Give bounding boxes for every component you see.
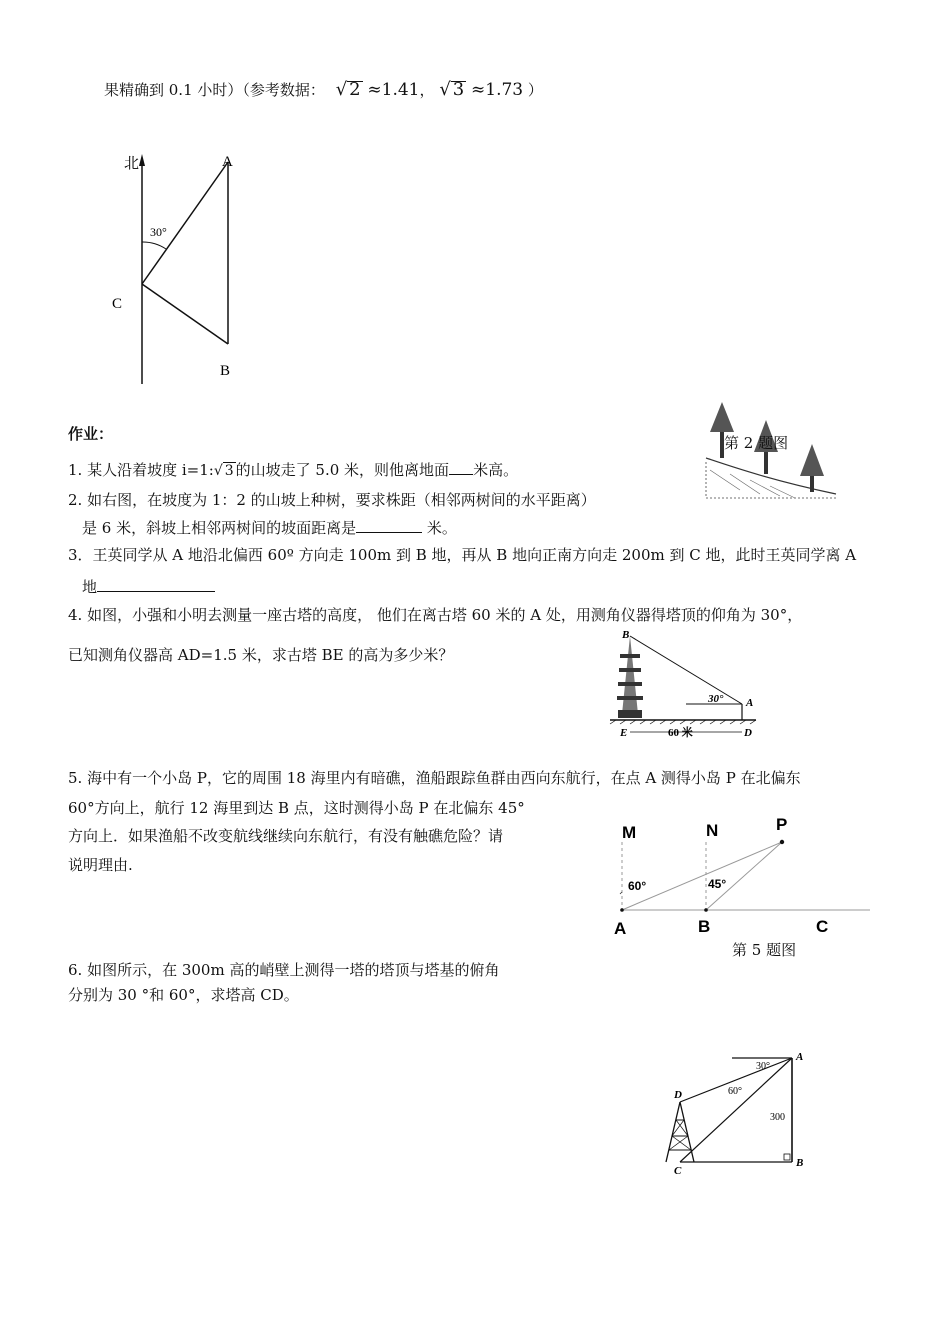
q2-answer-blank[interactable] bbox=[356, 516, 422, 533]
figure-5-caption: 第 5 题图 bbox=[732, 941, 797, 959]
line-of-sight bbox=[630, 636, 742, 704]
tree-icon bbox=[800, 444, 824, 492]
angle-30-label: 30° bbox=[708, 693, 724, 705]
angle-60-label: 60° bbox=[628, 879, 647, 893]
label-B: B bbox=[796, 1157, 804, 1169]
sqrt3-value: 3 bbox=[452, 79, 465, 100]
homework-heading: 作业： bbox=[68, 425, 114, 443]
line-AP bbox=[622, 842, 782, 910]
question-4-line-2: 已知测角仪器高 AD=1.5 米，求古塔 BE 的高为多少米？ bbox=[68, 646, 454, 664]
q1-radicand: 3 bbox=[224, 463, 234, 479]
label-A: A bbox=[796, 1051, 804, 1063]
approx-173: ≈1.73 bbox=[471, 80, 524, 100]
label-C: C bbox=[816, 917, 829, 936]
segment-CA bbox=[142, 162, 228, 284]
line-BP bbox=[706, 842, 782, 910]
q3-text: 地 bbox=[82, 578, 98, 596]
question-5-line-3: 方向上．如果渔船不改变航线继续向东航行，有没有触礁危险？请 bbox=[68, 827, 504, 845]
question-5-line-4: 说明理由. bbox=[68, 856, 133, 874]
figure-2-caption: 第 2 题图 bbox=[724, 434, 789, 452]
question-6-line-2: 分别为 30 °和 60°，求塔高 CD。 bbox=[68, 986, 299, 1004]
height-300-label: 300 bbox=[770, 1112, 785, 1123]
sqrt2-value: 2 bbox=[349, 79, 361, 100]
figure-6 bbox=[652, 1048, 822, 1178]
question-4-line-1: 4. 如图，小强和小明去测量一座古塔的高度， 他们在离古塔 60 米的 A 处，用测角仪器得塔顶的仰角为 30°， bbox=[68, 606, 803, 624]
pagoda-icon bbox=[617, 636, 643, 718]
question-1: 1. 某人沿着坡度 i=1:√ 3 的山坡走了 5.0 米，则他离地面 米高。 bbox=[68, 458, 518, 481]
q1-answer-blank[interactable] bbox=[449, 458, 473, 475]
intro-sep: ， bbox=[419, 81, 435, 99]
sight-to-C bbox=[680, 1058, 792, 1162]
angle-arc bbox=[142, 242, 166, 249]
q1-text-post: 的山坡走了 5.0 米，则他离地面 bbox=[235, 461, 450, 479]
label-A: A bbox=[746, 697, 754, 709]
intro-line: 果精确到 0.1 小时）（参考数据： √ 2 ≈1.41， √ 3 ≈1.73 ） bbox=[104, 79, 543, 100]
angle-45-label: 45° bbox=[708, 877, 727, 891]
intro-close: ） bbox=[527, 81, 543, 99]
north-arrow-icon bbox=[139, 154, 145, 166]
question-3-line-2 bbox=[82, 575, 215, 597]
label-M: M bbox=[622, 823, 637, 842]
question-2-line-2 bbox=[82, 516, 457, 538]
approx-141: ≈1.41 bbox=[367, 80, 420, 100]
right-angle-mark bbox=[784, 1154, 790, 1160]
q1-text-pre: 1. 某人沿着坡度 i=1: bbox=[68, 461, 214, 479]
label-B: B bbox=[698, 917, 711, 936]
q2-text-pre: 是 6 米，斜坡上相邻两树间的坡面距离是 bbox=[82, 519, 357, 537]
hatch-marks bbox=[710, 470, 795, 498]
question-5-line-2: 60°方向上，航行 12 海里到达 B 点，这时测得小岛 P 在北偏东 45° bbox=[68, 799, 525, 817]
label-N: N bbox=[706, 821, 719, 840]
figure-4 bbox=[606, 626, 766, 740]
north-label: 北 bbox=[124, 156, 140, 172]
q2-text-post: 米。 bbox=[422, 519, 457, 537]
question-6-line-1: 6. 如图所示，在 300m 高的峭壁上测得一塔的塔顶与塔基的俯角 bbox=[68, 961, 500, 979]
q1-text-end: 米高。 bbox=[473, 461, 519, 479]
label-B: B bbox=[220, 363, 231, 379]
point-P bbox=[780, 840, 784, 844]
label-D: D bbox=[674, 1089, 682, 1101]
point-A bbox=[620, 908, 624, 912]
figure-5 bbox=[608, 812, 878, 942]
label-D: D bbox=[744, 727, 752, 739]
label-P: P bbox=[776, 815, 788, 834]
label-C: C bbox=[112, 296, 123, 312]
q3-answer-blank[interactable] bbox=[97, 575, 215, 592]
angle-30-label: 30° bbox=[150, 225, 167, 239]
label-B: B bbox=[622, 629, 630, 641]
label-A: A bbox=[222, 154, 233, 170]
segment-CB bbox=[142, 284, 228, 344]
label-C: C bbox=[674, 1165, 682, 1177]
angle-60-label: 60° bbox=[728, 1086, 742, 1097]
label-E: E bbox=[620, 727, 628, 739]
angle-30-label: 30° bbox=[756, 1061, 770, 1072]
question-2-line-1: 2. 如右图，在坡度为 1：2 的山坡上种树，要求株距（相邻两树间的水平距离） bbox=[68, 491, 596, 509]
question-5-line-1: 5. 海中有一个小岛 P，它的周围 18 海里内有暗礁，渔船跟踪鱼群由西向东航行，在点 A 测得小岛 P 在北偏东 bbox=[68, 769, 801, 787]
label-A: A bbox=[614, 919, 627, 938]
question-3-line-1: 3．王英同学从 A 地沿北偏西 60º 方向走 100m 到 B 地，再从 B 地向正南方向走 200m 到 C 地，此时王英同学离 A bbox=[68, 546, 857, 564]
point-B bbox=[704, 908, 708, 912]
figure-1 bbox=[100, 148, 260, 388]
distance-label: 60 米 bbox=[668, 727, 693, 739]
intro-text: 果精确到 0.1 小时）（参考数据： bbox=[104, 81, 325, 99]
